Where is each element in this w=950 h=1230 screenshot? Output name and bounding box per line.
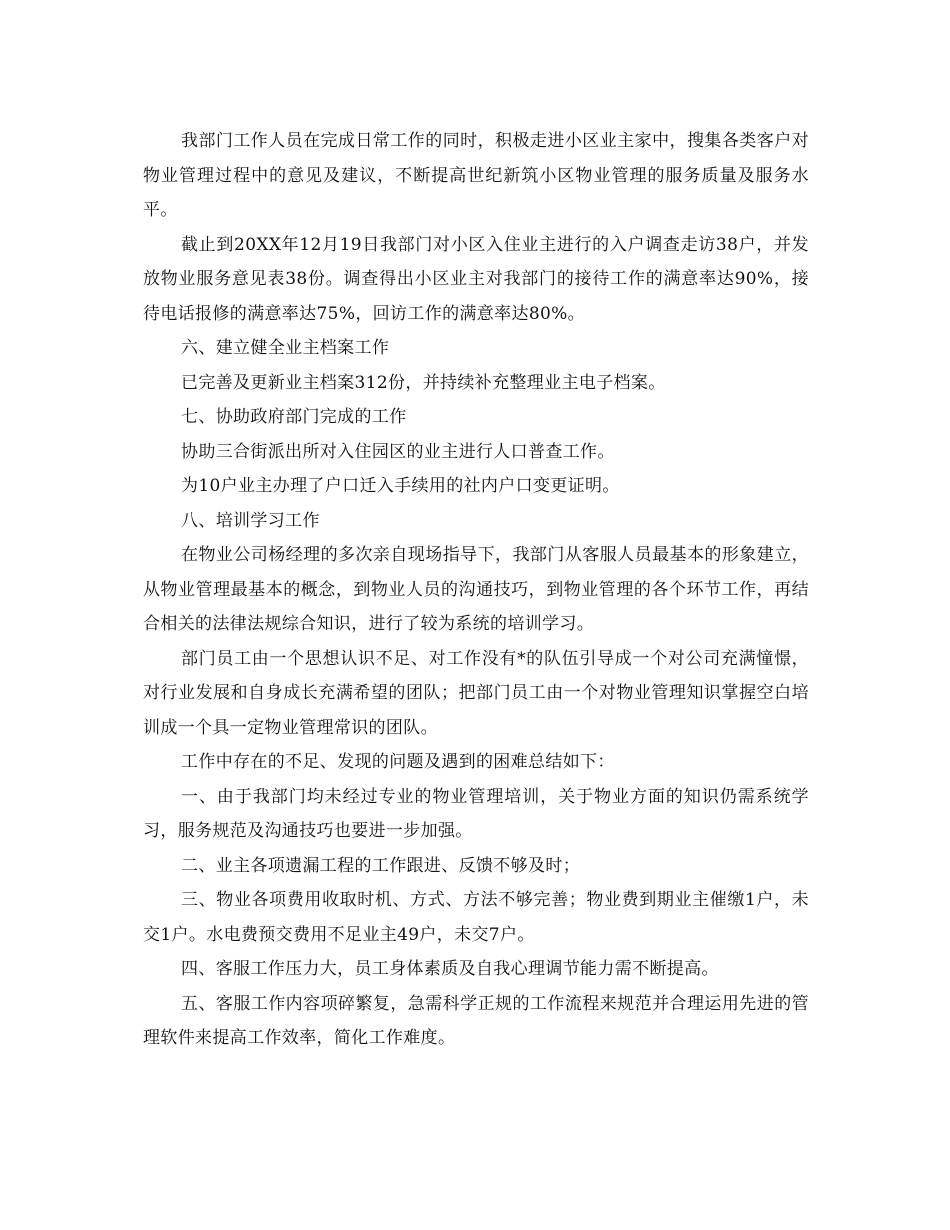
paragraph-census: 协助三合街派出所对入住园区的业主进行人口普查工作。: [181, 441, 615, 462]
heading-owner-files: 六、建立健全业主档案工作: [181, 338, 390, 358]
paragraph-team-growth: 部门员工由一个思想认识不足、对工作没有*的队伍引导成一个对公司充满憧憬，对行业发展和自身成长充满希望的团队；把部门员工由一个对物业管理知识掌握空白培训成一个具一定物业管理常识的团队。: [143, 648, 809, 738]
problem-item-3: 三、物业各项费用收取时机、方式、方法不够完善；物业费到期业主催缴1户，未交1户。水电费预交费用不足业主49户，未交7户。: [143, 890, 809, 945]
paragraph-intro: 我部门工作人员在完成日常工作的同时，积极走进小区业主家中，搜集各类客户对物业管理过程中的意见及建议，不断提高世纪新筑小区物业管理的服务质量及服务水平。: [143, 131, 809, 220]
paragraph-survey: 截止到20XX年12月19日我部门对小区入住业主进行的入户调查走访38户，并发放物业服务意见表38份。调查得出小区业主对我部门的接待工作的满意率达90%，接待电话报修的满意率达75%，回访工作的满意率达80%。: [143, 234, 809, 324]
paragraph-household-certificate: 为10户业主办理了户口迁入手续用的社内户口变更证明。: [181, 476, 620, 496]
problem-item-1: 一、由于我部门均未经过专业的物业管理培训，关于物业方面的知识仍需系统学习，服务规范及沟通技巧也要进一步加强。: [143, 786, 809, 841]
heading-government-assistance: 七、协助政府部门完成的工作: [181, 407, 407, 427]
problem-item-2: 二、业主各项遗漏工程的工作跟进、反馈不够及时；: [181, 855, 581, 876]
problem-item-5: 五、客服工作内容项碎繁复，急需科学正规的工作流程来规范并合理运用先进的管理软件来提高工作效率，简化工作难度。: [143, 993, 809, 1048]
paragraph-training: 在物业公司杨经理的多次亲自现场指导下，我部门从客服人员最基本的形象建立，从物业管理最基本的概念，到物业人员的沟通技巧，到物业管理的各个环节工作，再结合相关的法律法规综合知识，进行了较为系统的培训学习。: [143, 545, 809, 634]
heading-training: 八、培训学习工作: [181, 510, 320, 531]
problem-item-4: 四、客服工作压力大，员工身体素质及自我心理调节能力需不断提高。: [181, 959, 719, 979]
paragraph-owner-files: 已完善及更新业主档案312份，并持续补充整理业主电子档案。: [181, 372, 666, 393]
document-body: [143, 124, 809, 1056]
paragraph-problems-summary: 工作中存在的不足、发现的问题及遇到的困难总结如下：: [181, 752, 615, 772]
